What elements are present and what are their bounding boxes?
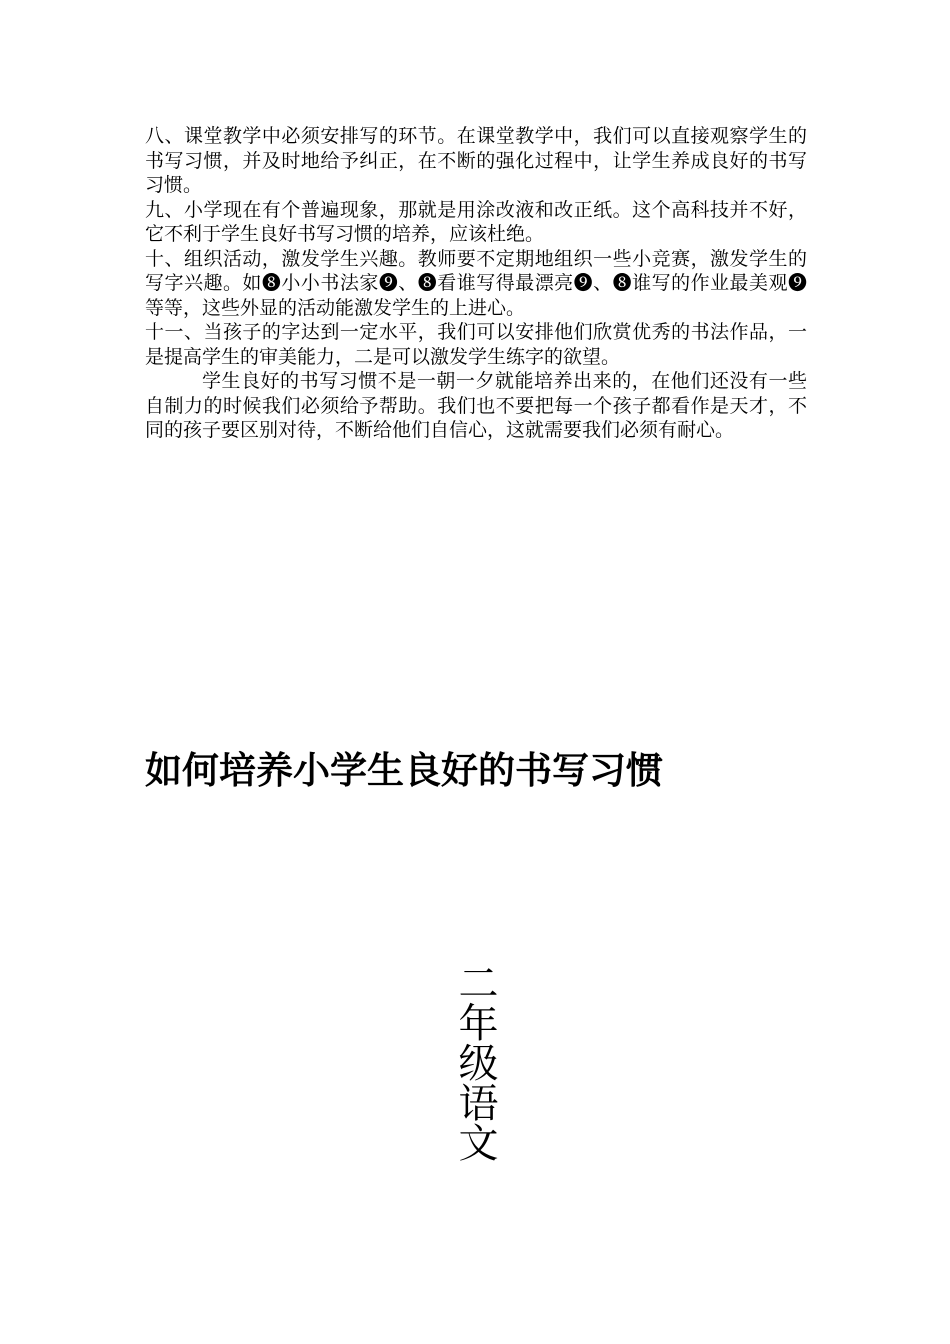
body-text bbox=[145, 124, 807, 443]
document-title: 如何培养小学生良好的书写习惯 bbox=[145, 748, 663, 792]
paragraph-10: 十、组织活动，激发学生兴趣。教师要不定期地组织一些小竞赛，激发学生的写字兴趣。如❽小小书法家❾、❽看谁写得最漂亮❾、❽谁写的作业最美观❾等等，这些外显的活动能激发学生的上进心。 bbox=[145, 247, 807, 319]
paragraph-conclusion: 学生良好的书写习惯不是一朝一夕就能培养出来的，在他们还没有一些自制力的时候我们必须给予帮助。我们也不要把每一个孩子都看作是天才，不同的孩子要区别对待，不断给他们自信心，这就需要我们必须有耐心。 bbox=[145, 370, 807, 441]
paragraph-11: 十一、当孩子的字达到一定水平，我们可以安排他们欣赏优秀的书法作品，一是提高学生的审美能力，二是可以激发学生练字的欲望。 bbox=[145, 321, 807, 368]
paragraph-8: 八、课堂教学中必须安排写的环节。在课堂教学中，我们可以直接观察学生的书写习惯，并及时地给予纠正，在不断的强化过程中，让学生养成良好的书写习惯。 bbox=[145, 125, 807, 196]
paragraph-9: 九、小学现在有个普遍现象，那就是用涂改液和改正纸。这个高科技并不好，它不利于学生良好书写习惯的培养，应该杜绝。 bbox=[145, 198, 807, 245]
grade-subject-label: 二年级语文 bbox=[452, 962, 498, 1162]
